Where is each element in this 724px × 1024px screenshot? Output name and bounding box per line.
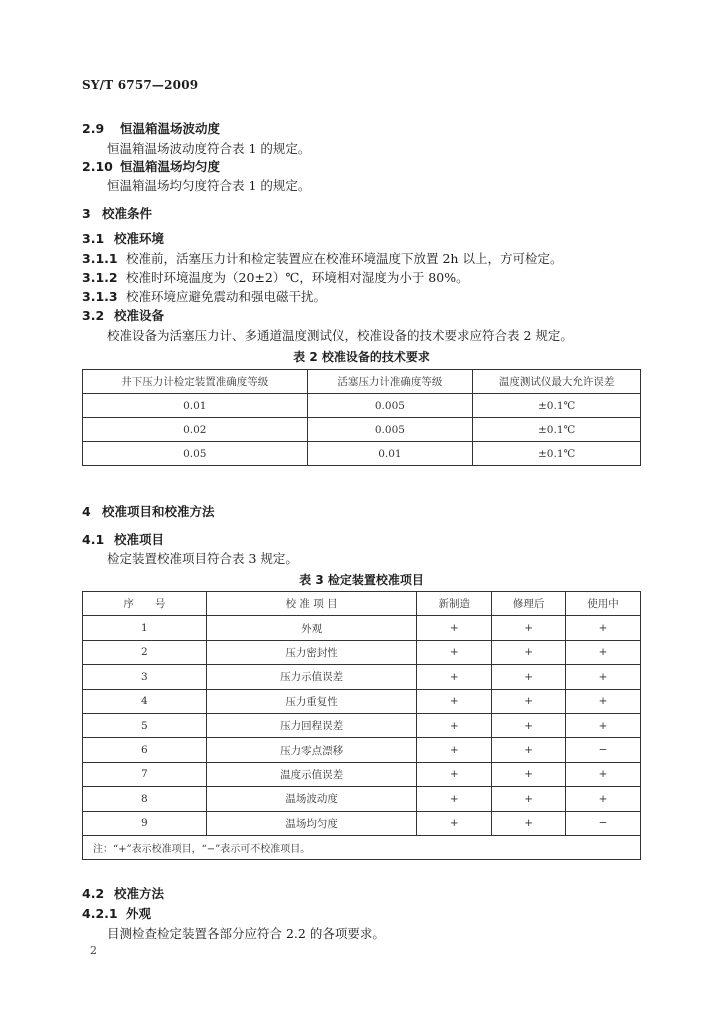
table-cell: 1 xyxy=(83,616,207,640)
table-cell: + xyxy=(417,689,492,713)
table-row xyxy=(83,713,641,737)
section-number: 4.2.1 xyxy=(82,906,118,921)
section-title: 校准方法 xyxy=(114,886,165,901)
table-3 xyxy=(82,591,641,860)
column-header: 使用中 xyxy=(566,592,641,616)
table-cell: + xyxy=(566,713,641,737)
table-cell: 温场均匀度 xyxy=(206,811,417,835)
table-cell: 0.005 xyxy=(307,418,473,442)
column-header: 修理后 xyxy=(492,592,566,616)
section-4-2-1-heading xyxy=(82,904,151,922)
table-cell: 压力回程误差 xyxy=(206,713,417,737)
section-3-2-heading xyxy=(82,306,164,324)
section-4-2-heading xyxy=(82,884,164,902)
section-number: 4.1 xyxy=(82,532,105,547)
table-cell: + xyxy=(492,811,566,835)
section-number: 3.1.3 xyxy=(82,289,118,304)
section-number: 3.2 xyxy=(82,308,105,323)
table-cell: ±0.1℃ xyxy=(473,394,641,418)
table-note-row xyxy=(83,835,641,859)
section-number: 4.2 xyxy=(82,886,105,901)
section-title: 校准项目和校准方法 xyxy=(102,504,215,519)
table-cell: + xyxy=(492,762,566,786)
table-cell: + xyxy=(492,640,566,664)
table-cell: + xyxy=(417,787,492,811)
section-title: 校准条件 xyxy=(102,206,153,221)
table-row xyxy=(83,738,641,762)
table-2-caption: 表 2 校准设备的技术要求 xyxy=(293,350,430,364)
table-header-row xyxy=(83,592,641,616)
section-title: 校准环境 xyxy=(114,231,165,246)
table-cell: + xyxy=(492,713,566,737)
table-cell: + xyxy=(566,665,641,689)
table-cell: 6 xyxy=(83,738,207,762)
column-header: 温度测试仪最大允许误差 xyxy=(473,370,641,394)
table-cell: + xyxy=(417,616,492,640)
table-cell: 5 xyxy=(83,713,207,737)
column-header: 活塞压力计准确度等级 xyxy=(307,370,473,394)
column-header: 序 号 xyxy=(83,592,207,616)
table-note: 注：“+”表示校准项目，“−”表示可不校准项目。 xyxy=(83,835,641,859)
table-2 xyxy=(82,369,641,466)
table-cell: 压力密封性 xyxy=(206,640,417,664)
section-title: 恒温箱温场均匀度 xyxy=(120,159,221,174)
table-cell: + xyxy=(417,762,492,786)
table-cell: + xyxy=(566,689,641,713)
table-cell: 4 xyxy=(83,689,207,713)
table-cell: + xyxy=(566,787,641,811)
section-3-2-text: 校准设备为活塞压力计、多通道温度测试仪，校准设备的技术要求应符合表 2 规定。 xyxy=(107,328,573,343)
column-header: 校 准 项 目 xyxy=(206,592,417,616)
table-cell: 0.01 xyxy=(83,394,308,418)
table-cell: + xyxy=(492,665,566,689)
table-row xyxy=(83,442,641,466)
column-header: 新制造 xyxy=(417,592,492,616)
table-cell: 9 xyxy=(83,811,207,835)
table-cell: 0.02 xyxy=(83,418,308,442)
table-cell: + xyxy=(417,640,492,664)
section-number: 3 xyxy=(82,206,91,221)
section-2-9-heading xyxy=(82,119,220,137)
section-3-heading xyxy=(82,204,152,222)
table-cell: 3 xyxy=(83,665,207,689)
section-4-2-1-text: 目测检查检定装置各部分应符合 2.2 的各项要求。 xyxy=(107,926,385,941)
table-cell: + xyxy=(417,713,492,737)
section-3-1-3 xyxy=(82,287,326,305)
table-cell: 温度示值误差 xyxy=(206,762,417,786)
table-row xyxy=(83,418,641,442)
table-cell: 压力重复性 xyxy=(206,689,417,713)
section-4-1-text: 检定装置校准项目符合表 3 规定。 xyxy=(107,551,298,566)
section-number: 2.10 xyxy=(82,159,113,174)
table-cell: 0.05 xyxy=(83,442,308,466)
section-title: 校准项目 xyxy=(114,532,165,547)
section-title: 外观 xyxy=(126,906,152,921)
table-cell: 外观 xyxy=(206,616,417,640)
table-cell: − xyxy=(566,738,641,762)
table-cell: 压力示值误差 xyxy=(206,665,417,689)
table-cell: ±0.1℃ xyxy=(473,442,641,466)
table-cell: + xyxy=(417,665,492,689)
section-4-heading xyxy=(82,502,215,520)
page-number: 2 xyxy=(90,944,97,957)
section-number: 3.1.1 xyxy=(82,251,118,266)
table-cell: + xyxy=(492,787,566,811)
table-cell: 7 xyxy=(83,762,207,786)
section-3-1-2 xyxy=(82,268,469,286)
table-cell: − xyxy=(566,811,641,835)
section-text: 校准前，活塞压力计和检定装置应在校准环境温度下放置 2h 以上，方可检定。 xyxy=(126,251,563,266)
section-number: 3.1.2 xyxy=(82,270,118,285)
table-3-caption: 表 3 检定装置校准项目 xyxy=(299,573,424,587)
section-2-10-text: 恒温箱温场均匀度符合表 1 的规定。 xyxy=(107,178,311,193)
section-title: 校准设备 xyxy=(114,308,165,323)
table-cell: 0.005 xyxy=(307,394,473,418)
section-3-1-1 xyxy=(82,249,562,267)
section-2-10-heading xyxy=(82,157,220,175)
column-header: 井下压力计检定装置准确度等级 xyxy=(83,370,308,394)
section-number: 2.9 xyxy=(82,121,105,136)
section-number: 3.1 xyxy=(82,231,105,246)
section-4-1-heading xyxy=(82,530,164,548)
table-header-row xyxy=(83,370,641,394)
table-row xyxy=(83,616,641,640)
table-cell: 0.01 xyxy=(307,442,473,466)
section-number: 4 xyxy=(82,504,91,519)
table-row xyxy=(83,787,641,811)
table-row xyxy=(83,394,641,418)
section-title: 恒温箱温场波动度 xyxy=(120,121,221,136)
table-cell: ±0.1℃ xyxy=(473,418,641,442)
table-row xyxy=(83,762,641,786)
table-cell: 8 xyxy=(83,787,207,811)
table-row xyxy=(83,689,641,713)
section-2-9-text: 恒温箱温场波动度符合表 1 的规定。 xyxy=(107,141,311,156)
section-text: 校准时环境温度为（20±2）℃，环境相对湿度为小于 80%。 xyxy=(126,270,469,285)
table-cell: + xyxy=(492,689,566,713)
table-row xyxy=(83,811,641,835)
table-cell: + xyxy=(566,616,641,640)
table-cell: 温场波动度 xyxy=(206,787,417,811)
section-3-1-heading xyxy=(82,229,164,247)
table-cell: + xyxy=(417,738,492,762)
table-cell: + xyxy=(566,762,641,786)
table-cell: + xyxy=(566,640,641,664)
section-text: 校准环境应避免震动和强电磁干扰。 xyxy=(126,289,327,304)
table-cell: 2 xyxy=(83,640,207,664)
table-cell: + xyxy=(417,811,492,835)
table-row xyxy=(83,640,641,664)
table-cell: + xyxy=(492,616,566,640)
standard-code: SY/T 6757—2009 xyxy=(82,78,199,92)
table-cell: 压力零点漂移 xyxy=(206,738,417,762)
table-row xyxy=(83,665,641,689)
table-cell: + xyxy=(492,738,566,762)
